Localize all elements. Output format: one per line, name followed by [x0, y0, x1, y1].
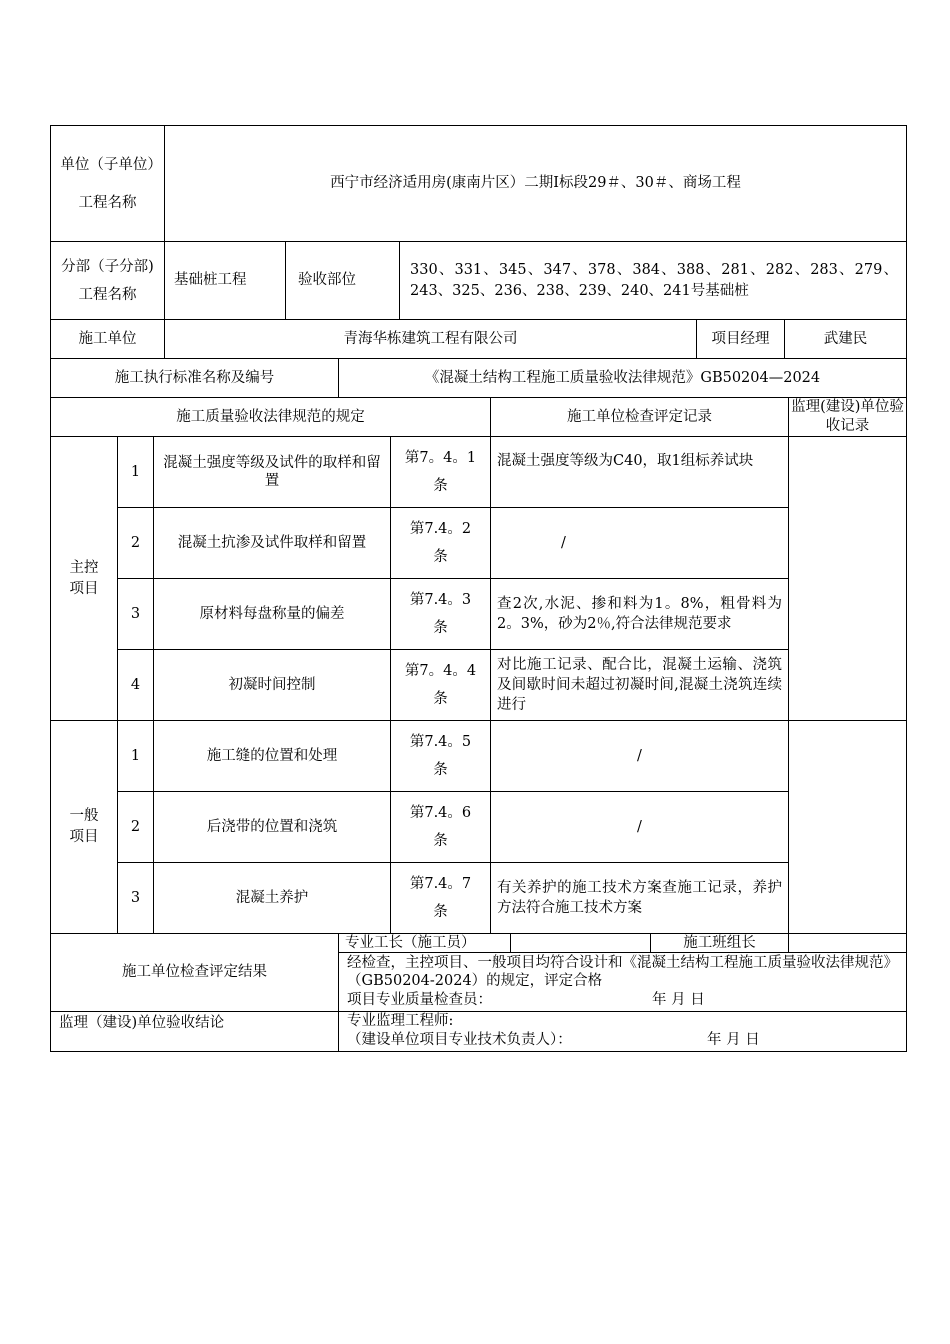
sub-project-label: 分部（子分部)工程名称: [51, 242, 165, 320]
supervision-record-main: [789, 437, 907, 721]
clause-suffix: 条: [433, 762, 448, 778]
check-record: /: [491, 721, 789, 792]
clause-cell: [391, 508, 491, 579]
check-record: 有关养护的施工技术方案查施工记录，养护方法符合施工技术方案: [491, 863, 789, 934]
project-manager-label: 项目经理: [697, 320, 785, 359]
clause-cell: [391, 650, 491, 721]
check-record: /: [491, 792, 789, 863]
row-number: 2: [118, 508, 154, 579]
construction-unit-table: [50, 319, 907, 359]
clause-suffix: 条: [433, 904, 448, 920]
row-number: 1: [118, 721, 154, 792]
standard-label: 施工执行标准名称及编号: [51, 359, 339, 398]
check-record: 对比施工记录、配合比，混凝土运输、浇筑及间歇时间未超过初凝时间,混凝土浇筑连续进行: [491, 650, 789, 721]
clause-cell: [391, 437, 491, 508]
col-header-spec: 施工质量验收法律规范的规定: [51, 398, 491, 437]
items-table: [50, 397, 907, 934]
clause-number: 第7.4。5: [409, 734, 472, 750]
supervision-date: 年 月 日: [707, 1032, 760, 1048]
item-name: 后浇带的位置和浇筑: [154, 792, 391, 863]
item-name: 混凝土养护: [154, 863, 391, 934]
construction-unit-value: 青海华栋建筑工程有限公司: [165, 320, 697, 359]
col-header-supervision: 监理(建设)单位验收记录: [789, 398, 907, 437]
table-row: [51, 863, 907, 934]
inspector-label: 项目专业质量检查员：: [347, 992, 492, 1008]
item-name: 初凝时间控制: [154, 650, 391, 721]
check-record: /: [491, 508, 789, 579]
table-row: [51, 579, 907, 650]
item-name: 原材料每盘称量的偏差: [154, 579, 391, 650]
table-row: [51, 792, 907, 863]
standard-value: 《混凝土结构工程施工质量验收法律规范》GB50204—2024: [339, 359, 907, 398]
clause-suffix: 条: [433, 833, 448, 849]
check-result-label: 施工单位检查评定结果: [51, 934, 339, 1012]
clause-number: 第7.4。2: [409, 521, 472, 537]
item-name: 混凝土强度等级及试件的取样和留置: [154, 437, 391, 508]
construction-unit-label: 施工单位: [51, 320, 165, 359]
footer-table: [50, 933, 907, 1052]
item-name: 施工缝的位置和处理: [154, 721, 391, 792]
clause-cell: [391, 792, 491, 863]
check-record: 查2次,水泥、掺和料为1。8%，粗骨料为2。3%，砂为2％,符合法律规范要求: [491, 579, 789, 650]
clause-number: 第7.4。6: [409, 805, 472, 821]
table-row: [51, 650, 907, 721]
table-row: [51, 721, 907, 792]
supervisor-label: 专业监理工程师:: [347, 1013, 454, 1029]
check-record: 混凝土强度等级为C40，取1组标养试块: [491, 437, 789, 508]
clause-number: 第7.4。3: [409, 592, 472, 608]
table-row: [51, 508, 907, 579]
row-number: 2: [118, 792, 154, 863]
foreman-label: 专业工长（施工员）: [339, 934, 511, 953]
foreman-value: [511, 934, 651, 953]
acceptance-part-label: 验收部位: [286, 242, 400, 320]
clause-number: 第7.4。7: [409, 876, 472, 892]
row-number: 1: [118, 437, 154, 508]
supervision-record-general: [789, 721, 907, 934]
general-items-group-label: 一般项目: [51, 721, 118, 934]
row-number: 4: [118, 650, 154, 721]
acceptance-part-value: 330、331、345、347、378、384、388、281、282、283、279、243、325、236、238、239、240、241号基础桩: [400, 242, 907, 320]
check-result-cell: [339, 953, 907, 1012]
supervision-conclusion-label: 监理（建设)单位验收结论: [51, 1012, 339, 1052]
clause-cell: [391, 863, 491, 934]
standard-table: [50, 358, 907, 398]
team-leader-value: [789, 934, 907, 953]
table-row: [51, 437, 907, 508]
supervision-conclusion-cell: [339, 1012, 907, 1052]
clause-suffix: 条: [433, 620, 448, 636]
clause-number: 第7。4。1: [404, 450, 477, 466]
check-date: 年 月 日: [652, 992, 705, 1008]
clause-suffix: 条: [433, 691, 448, 707]
project-manager-value: 武建民: [785, 320, 907, 359]
sub-project-value: 基础桩工程: [165, 242, 286, 320]
clause-number: 第7。4。4: [404, 663, 477, 679]
clause-cell: [391, 721, 491, 792]
main-items-group-label: 主控项目: [51, 437, 118, 721]
inspection-form: [50, 125, 906, 1052]
header-table: [50, 125, 907, 320]
team-leader-label: 施工班组长: [651, 934, 789, 953]
unit-project-label: 单位（子单位）工程名称: [51, 126, 165, 242]
clause-suffix: 条: [433, 478, 448, 494]
unit-project-value: 西宁市经济适用房(康南片区）二期Ⅰ标段29＃、30＃、商场工程: [165, 126, 907, 242]
row-number: 3: [118, 579, 154, 650]
owner-rep-label: （建设单位项目专业技术负责人）：: [347, 1032, 572, 1048]
clause-suffix: 条: [433, 549, 448, 565]
col-header-record: 施工单位检查评定记录: [491, 398, 789, 437]
check-result-text: 经检查，主控项目、一般项目均符合设计和《混凝土结构工程施工质量验收法律规范》（GB50204-2024）的规定，评定合格: [347, 955, 898, 989]
clause-cell: [391, 579, 491, 650]
row-number: 3: [118, 863, 154, 934]
item-name: 混凝土抗渗及试件取样和留置: [154, 508, 391, 579]
